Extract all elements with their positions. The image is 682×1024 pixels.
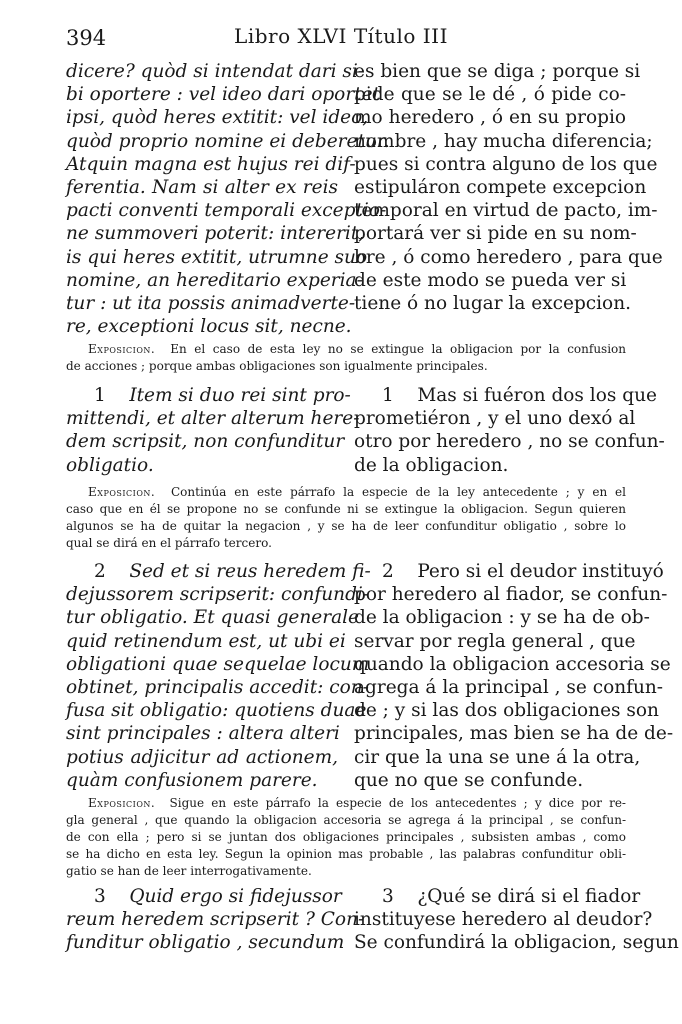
spanish-line: es bien que se diga ; porque si: [354, 61, 641, 82]
spanish-column: [354, 60, 663, 338]
exposicion-2: [66, 795, 626, 880]
latin-line: obligationi quae sequelae locum: [66, 653, 370, 675]
latin-line: ferentia. Nam si alter ex reis: [66, 177, 338, 199]
paragraph-number: 2: [94, 561, 106, 582]
exposicion-0: [66, 341, 626, 375]
paragraph-number: 1: [382, 385, 394, 406]
spanish-line: pide que se le dé , ó pide co-: [354, 84, 626, 106]
latin-line: dicere? quòd si intendat dari si-: [66, 61, 365, 82]
spanish-line: agrega á la principal , se confun-: [354, 677, 664, 699]
spanish-line: mo heredero , ó en su propio: [354, 107, 626, 129]
exposicion-line: algunos se ha de quitar la negacion , y se ha de leer confunditur obligatio , sobre lo: [66, 519, 626, 533]
latin-column: [66, 384, 360, 477]
spanish-line: por heredero al fiador, se confun-: [354, 584, 668, 606]
exposicion-label: Exposicion.: [88, 342, 156, 356]
paragraph-number: 2: [382, 561, 394, 582]
exposicion-line: de con ella ; pero si se juntan dos obligaciones principales , subsisten ambas , como: [66, 830, 626, 844]
latin-line: nomine, an hereditario experia-: [66, 269, 363, 291]
spanish-line: nombre , hay mucha diferencia;: [354, 130, 653, 152]
spanish-line: de la obligacion : y se ha de ob-: [354, 607, 650, 629]
spanish-column: [354, 384, 665, 477]
latin-line: re, exceptioni locus sit, necne.: [66, 316, 352, 338]
spanish-line: portará ver si pide en su nom-: [354, 223, 637, 245]
spanish-line: prometiéron , y el uno dexó al: [354, 408, 636, 430]
spanish-line: de ; y si las dos obligaciones son: [354, 700, 659, 722]
page-header: [56, 24, 626, 54]
latin-line: dejussorem scripserit: confundi-: [66, 584, 370, 606]
running-title: Libro XLVI Título III: [234, 24, 448, 48]
section-2: [66, 560, 674, 792]
latin-line: funditur obligatio , secundum: [66, 932, 345, 954]
spanish-column: [354, 885, 679, 955]
exposicion-line: Exposicion. En el caso de esta ley no se extingue la obligacion por la confusion: [88, 342, 626, 356]
section-1: [66, 384, 665, 477]
spanish-line: temporal en virtud de pacto, im-: [354, 200, 658, 222]
spanish-column: [354, 560, 674, 792]
spanish-line: 1 Mas si fuéron dos los que: [382, 385, 657, 406]
latin-line: Atquin magna est hujus rei dif-: [66, 153, 356, 175]
exposicion-line: qual se dirá en el párrafo tercero.: [66, 536, 272, 550]
latin-line: obtinet, principalis accedit: con-: [66, 677, 369, 699]
latin-line: 2 Sed et si reus heredem fi-: [94, 561, 371, 582]
latin-line: sint principales : altera alteri: [66, 723, 340, 745]
latin-line: mittendi, et alter alterum here-: [66, 408, 360, 430]
spanish-line: cir que la una se une á la otra,: [354, 746, 641, 768]
spanish-line: 3 ¿Qué se dirá si el fiador: [382, 886, 641, 907]
section-3: [66, 885, 679, 955]
latin-line: quòd proprio nomine ei deberetur.: [66, 130, 390, 152]
latin-line: obligatio.: [66, 454, 154, 476]
latin-column: [66, 60, 390, 338]
exposicion-line: se ha dicho en esta ley. Segun la opinion mas probable , las palabras confunditur obli-: [66, 847, 626, 861]
exposicion-line: Exposicion. Sigue en este párrafo la especie de los antecedentes ; y dice por re-: [88, 796, 626, 810]
spanish-line: 2 Pero si el deudor instituyó: [382, 561, 664, 582]
exposicion-line: de acciones ; porque ambas obligaciones son igualmente principales.: [66, 359, 488, 373]
exposicion-line: gla general , que quando la obligacion accesoria se agrega á la principal , se confun-: [66, 813, 626, 827]
latin-line: potius adjicitur ad actionem,: [66, 746, 338, 768]
latin-line: dem scripsit, non confunditur: [66, 431, 345, 453]
latin-column: [66, 885, 365, 955]
spanish-line: Se confundirá la obligacion, segun: [354, 932, 679, 954]
latin-line: reum heredem scripserit ? Con-: [66, 909, 365, 931]
exposicion-line: Exposicion. Continúa en este párrafo la especie de la ley antecedente ; y en el: [88, 485, 626, 499]
latin-line: pacti conventi temporali exceptio-: [66, 200, 387, 222]
spanish-line: de la obligacion.: [354, 454, 509, 476]
spanish-line: pues si contra alguno de los que: [354, 153, 658, 175]
latin-line: bi oportere : vel ideo dari oportet: [66, 84, 380, 106]
latin-column: [66, 560, 371, 792]
section-0: [66, 60, 663, 338]
latin-line: quàm confusionem parere.: [66, 769, 318, 791]
exposicion-1: [66, 484, 626, 552]
paragraph-number: 1: [94, 385, 106, 406]
latin-line: tur obligatio. Et quasi generale: [66, 607, 359, 629]
latin-line: quid retinendum est, ut ubi ei: [66, 630, 346, 652]
latin-line: 1 Item si duo rei sint pro-: [94, 385, 351, 406]
latin-line: ne summoveri poterit: intererit,: [66, 223, 365, 245]
spanish-line: tiene ó no lugar la excepcion.: [354, 293, 631, 315]
spanish-line: quando la obligacion accesoria se: [354, 653, 671, 675]
paragraph-number: 3: [382, 886, 394, 907]
latin-line: 3 Quid ergo si fidejussor: [94, 886, 342, 907]
latin-line: ipsi, quòd heres extitit: vel ideo,: [66, 107, 369, 129]
exposicion-line: caso que en él se propone no se confunde ni se extingue la obligacion. Segun quieren: [66, 502, 626, 516]
latin-line: fusa sit obligatio: quotiens duae: [66, 700, 367, 722]
exposicion-label: Exposicion.: [88, 485, 156, 499]
spanish-line: bre , ó como heredero , para que: [354, 246, 663, 268]
spanish-line: instituyese heredero al deudor?: [354, 909, 653, 931]
latin-line: is qui heres extitit, utrumne suo: [66, 246, 368, 268]
spanish-line: que no que se confunde.: [354, 769, 584, 791]
paragraph-number: 3: [94, 886, 106, 907]
page-number: 394: [66, 26, 107, 50]
spanish-line: servar por regla general , que: [354, 630, 636, 652]
spanish-line: de este modo se pueda ver si: [354, 269, 627, 291]
exposicion-line: gatio se han de leer interrogativamente.: [66, 864, 312, 878]
spanish-line: principales, mas bien se ha de de-: [354, 723, 674, 745]
spanish-line: estipuláron compete excepcion: [354, 177, 647, 199]
spanish-line: otro por heredero , no se confun-: [354, 431, 665, 453]
latin-line: tur : ut ita possis animadverte-: [66, 293, 356, 315]
exposicion-label: Exposicion.: [88, 796, 156, 810]
